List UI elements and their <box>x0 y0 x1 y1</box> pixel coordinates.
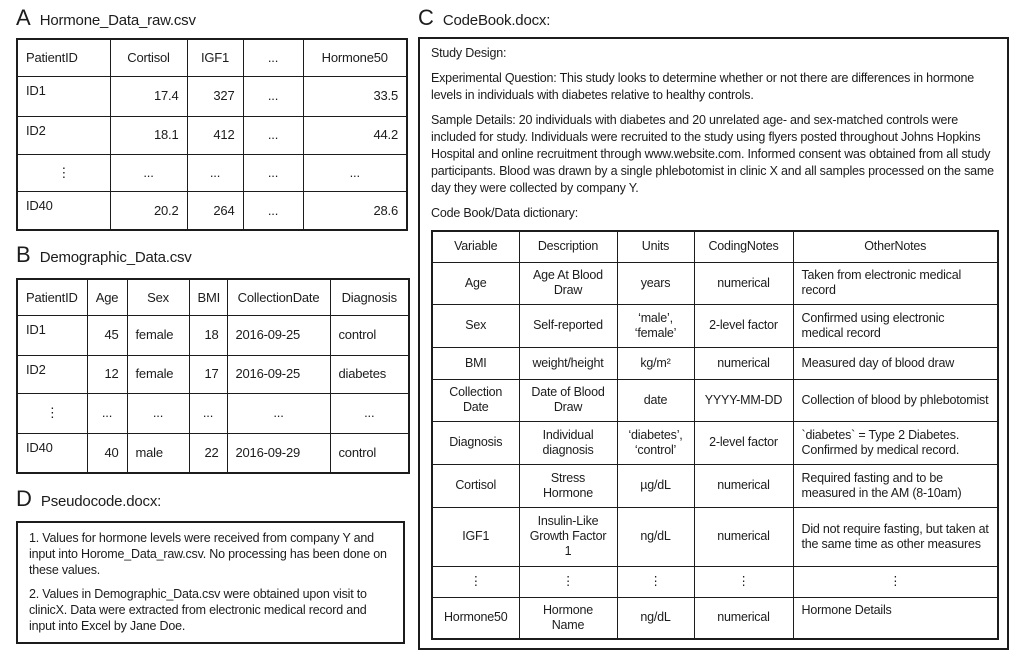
table-ellipsis-row <box>17 154 407 191</box>
table-cell: male <box>127 433 189 473</box>
study-design-heading: Study Design: <box>431 46 507 60</box>
pseudocode-step-2: 2. Values in Demographic_Data.csv were obtained upon visit to clinicX. Data were extracted from electronic medical record and input into Excel by Jane Doe. <box>29 587 367 633</box>
table-cell: BMI <box>432 347 519 379</box>
table-cell: Age At Blood Draw <box>519 262 617 304</box>
panel-d-label <box>16 486 408 512</box>
table-cell: Date of Blood Draw <box>519 379 617 421</box>
table-header-row <box>17 39 407 76</box>
panel-d-letter: D <box>16 486 32 511</box>
codebook-box <box>418 37 1009 650</box>
table-header-cell: PatientID <box>17 279 87 315</box>
table-cell: Collection of blood by phlebotomist <box>793 379 998 421</box>
table-row <box>432 464 998 507</box>
table-cell: ... <box>110 154 187 191</box>
table-cell: ... <box>243 116 303 154</box>
table-cell: numerical <box>694 507 793 566</box>
table-cell: Individual diagnosis <box>519 421 617 464</box>
table-header-row <box>432 231 998 262</box>
table-row <box>432 304 998 347</box>
table-cell: ID40 <box>17 191 110 230</box>
table-cell: YYYY-MM-DD <box>694 379 793 421</box>
codebook-table <box>431 230 999 640</box>
experimental-question-text: Experimental Question: This study looks to determine whether or not there are differences in hormone levels in individuals with diabetes relative to healthy controls. <box>431 71 975 102</box>
table-cell: ‘male’, ‘female’ <box>617 304 694 347</box>
table-cell: kg/m² <box>617 347 694 379</box>
panel-a-label <box>16 5 409 31</box>
table-cell: 44.2 <box>303 116 407 154</box>
table-header-cell: Cortisol <box>110 39 187 76</box>
table-cell: ‘diabetes’, ‘control’ <box>617 421 694 464</box>
table-header-cell: Sex <box>127 279 189 315</box>
table-row <box>17 76 407 116</box>
table-cell: 20.2 <box>110 191 187 230</box>
panel-c-label <box>418 5 1009 31</box>
table-cell: 264 <box>187 191 243 230</box>
table-cell: Hormone Details <box>793 597 998 639</box>
table-cell: ... <box>227 393 330 433</box>
table-cell: 327 <box>187 76 243 116</box>
table-cell: Required fasting and to be measured in the AM (8-10am) <box>793 464 998 507</box>
table-cell: 2016-09-25 <box>227 355 330 393</box>
table-cell: ID2 <box>17 355 87 393</box>
table-header-cell: CodingNotes <box>694 231 793 262</box>
table-header-cell: Hormone50 <box>303 39 407 76</box>
table-cell: numerical <box>694 597 793 639</box>
pseudocode-step-1: 1. Values for hormone levels were received from company Y and input into Horome_Data_raw.csv. No processing has been done on these values. <box>29 531 387 577</box>
table-row <box>432 421 998 464</box>
table-row <box>432 262 998 304</box>
panel-codebook <box>418 5 1009 650</box>
table-cell: ... <box>189 393 227 433</box>
table-cell: ID1 <box>17 315 87 355</box>
table-ellipsis-row <box>432 566 998 597</box>
table-cell: numerical <box>694 262 793 304</box>
table-cell: ... <box>243 76 303 116</box>
table-cell: ng/dL <box>617 507 694 566</box>
table-cell: ng/dL <box>617 597 694 639</box>
table-cell: Stress Hormone <box>519 464 617 507</box>
panel-c-title: CodeBook.docx: <box>442 12 551 29</box>
table-cell: ⋮ <box>617 566 694 597</box>
table-cell: 17 <box>189 355 227 393</box>
table-header-cell: BMI <box>189 279 227 315</box>
table-header-cell: CollectionDate <box>227 279 330 315</box>
panel-demographic-data <box>16 242 409 474</box>
table-cell: ⋮ <box>793 566 998 597</box>
table-cell: ⋮ <box>17 393 87 433</box>
table-cell: diabetes <box>330 355 409 393</box>
table-cell: 12 <box>87 355 127 393</box>
table-row <box>17 433 409 473</box>
table-cell: ... <box>187 154 243 191</box>
table-cell: ... <box>303 154 407 191</box>
table-cell: 2-level factor <box>694 304 793 347</box>
table-cell: ID2 <box>17 116 110 154</box>
table-cell: Cortisol <box>432 464 519 507</box>
table-row <box>17 355 409 393</box>
table-cell: ... <box>330 393 409 433</box>
table-cell: Sex <box>432 304 519 347</box>
table-cell: 28.6 <box>303 191 407 230</box>
table-row <box>432 379 998 421</box>
table-cell: Diagnosis <box>432 421 519 464</box>
pseudocode-box <box>16 521 405 644</box>
table-cell: Confirmed using electronic medical record <box>793 304 998 347</box>
table-cell: numerical <box>694 464 793 507</box>
demographic-data-table <box>16 278 410 474</box>
panel-b-title: Demographic_Data.csv <box>39 249 192 266</box>
table-cell: `diabetes` = Type 2 Diabetes. Confirmed by medical record. <box>793 421 998 464</box>
table-header-cell: PatientID <box>17 39 110 76</box>
hormone-data-table <box>16 38 408 231</box>
panel-d-title: Pseudocode.docx: <box>40 493 162 510</box>
table-cell: years <box>617 262 694 304</box>
table-cell: 2-level factor <box>694 421 793 464</box>
panel-a-letter: A <box>16 5 31 30</box>
table-cell: ⋮ <box>17 154 110 191</box>
table-cell: 412 <box>187 116 243 154</box>
table-cell: ... <box>243 191 303 230</box>
table-cell: Did not require fasting, but taken at the same time as other measures <box>793 507 998 566</box>
table-cell: ⋮ <box>694 566 793 597</box>
table-cell: 45 <box>87 315 127 355</box>
table-row <box>432 507 998 566</box>
table-header-cell: ... <box>243 39 303 76</box>
table-cell: Insulin-Like Growth Factor 1 <box>519 507 617 566</box>
table-cell: ⋮ <box>519 566 617 597</box>
table-cell: 22 <box>189 433 227 473</box>
table-cell: Measured day of blood draw <box>793 347 998 379</box>
table-header-cell: Age <box>87 279 127 315</box>
table-cell: ... <box>127 393 189 433</box>
table-row <box>17 315 409 355</box>
panel-c-letter: C <box>418 5 434 30</box>
table-cell: date <box>617 379 694 421</box>
table-cell: 33.5 <box>303 76 407 116</box>
table-cell: Hormone Name <box>519 597 617 639</box>
table-cell: 40 <box>87 433 127 473</box>
sample-details-text: Sample Details: 20 individuals with diabetes and 20 unrelated age- and sex-matched controls were included for study. Individuals were recruited to the study using flyers posted throughout Johns Hopkins Hospital and online recruitment through www.website.com. Informed consent was obtained from all study participants. Blood was drawn by a single phlebotomist in clinic X and all samples processed on the same day they were collected by company Y. <box>431 113 994 195</box>
table-cell: 18 <box>189 315 227 355</box>
table-cell: Collection Date <box>432 379 519 421</box>
data-dictionary-heading: Code Book/Data dictionary: <box>431 206 578 220</box>
table-cell: ID1 <box>17 76 110 116</box>
table-cell: 2016-09-25 <box>227 315 330 355</box>
table-cell: ... <box>243 154 303 191</box>
table-cell: weight/height <box>519 347 617 379</box>
table-row <box>17 116 407 154</box>
table-cell: IGF1 <box>432 507 519 566</box>
table-cell: ... <box>87 393 127 433</box>
panel-b-letter: B <box>16 242 31 267</box>
table-header-row <box>17 279 409 315</box>
table-cell: ID40 <box>17 433 87 473</box>
table-ellipsis-row <box>17 393 409 433</box>
table-header-cell: Units <box>617 231 694 262</box>
panel-pseudocode <box>16 486 408 644</box>
panel-hormone-data <box>16 5 409 231</box>
panel-b-label <box>16 242 409 268</box>
table-cell: Self-reported <box>519 304 617 347</box>
table-cell: Taken from electronic medical record <box>793 262 998 304</box>
table-row <box>432 347 998 379</box>
table-row <box>17 191 407 230</box>
table-header-cell: Diagnosis <box>330 279 409 315</box>
table-cell: 17.4 <box>110 76 187 116</box>
table-cell: numerical <box>694 347 793 379</box>
table-cell: µg/dL <box>617 464 694 507</box>
table-row <box>432 597 998 639</box>
table-cell: female <box>127 355 189 393</box>
table-cell: 18.1 <box>110 116 187 154</box>
table-cell: Age <box>432 262 519 304</box>
table-cell: ⋮ <box>432 566 519 597</box>
table-header-cell: Variable <box>432 231 519 262</box>
table-header-cell: OtherNotes <box>793 231 998 262</box>
table-cell: control <box>330 433 409 473</box>
table-header-cell: IGF1 <box>187 39 243 76</box>
table-cell: 2016-09-29 <box>227 433 330 473</box>
table-cell: Hormone50 <box>432 597 519 639</box>
table-cell: female <box>127 315 189 355</box>
table-header-cell: Description <box>519 231 617 262</box>
table-cell: control <box>330 315 409 355</box>
panel-a-title: Hormone_Data_raw.csv <box>39 12 196 29</box>
